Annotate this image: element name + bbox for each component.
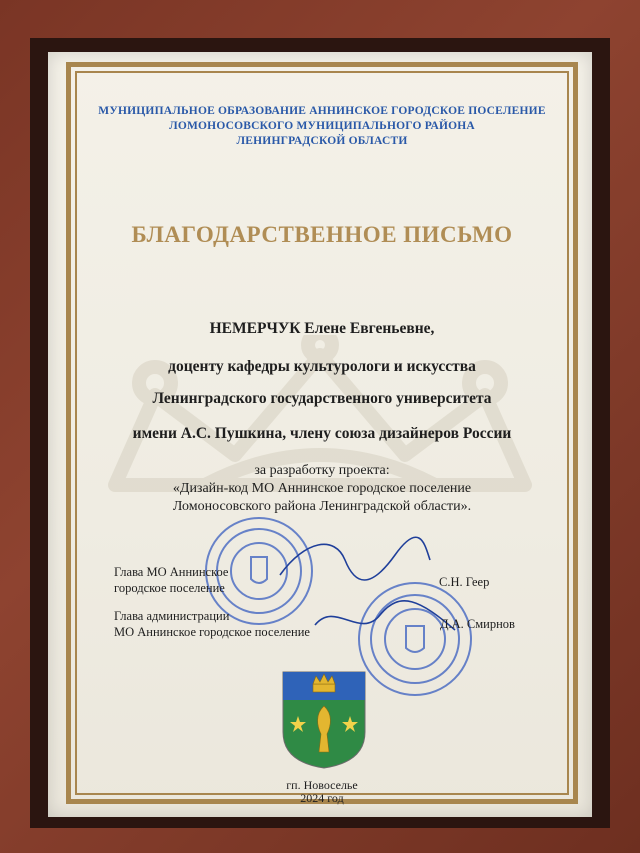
project-name-line-1: «Дизайн-код МО Аннинское городское поселение <box>172 481 472 496</box>
issuer-line-1: МУНИЦИПАЛЬНОЕ ОБРАЗОВАНИЕ АННИНСКОЕ ГОРОДСКОЕ ПОСЕЛЕНИЕ <box>98 105 546 117</box>
signatory-1-title-line-1: Глава МО Аннинское <box>114 565 229 579</box>
signatory-2-name: Д.А. Смирнов <box>440 617 515 631</box>
document-title: БЛАГОДАРСТВЕННОЕ ПИСЬМО <box>131 222 513 247</box>
recipient-name: НЕМЕРЧУК Елене Евгеньевне, <box>209 320 435 337</box>
signatory-2-title <box>114 608 310 640</box>
signatory-2-title-line-2: МО Аннинское городское поселение <box>114 625 310 639</box>
signatory-2-title-line-1: Глава администрации <box>114 609 230 623</box>
issue-year: 2024 год <box>300 791 344 805</box>
recipient-affiliation: имени А.С. Пушкина, члену союза дизайнеров России <box>132 425 512 442</box>
issuer-line-2: ЛОМОНОСОВСКОГО МУНИЦИПАЛЬНОГО РАЙОНА <box>169 120 475 132</box>
signature-geer-icon <box>275 530 435 600</box>
signatory-1-title <box>114 564 228 596</box>
signature-smirnov-icon <box>310 595 460 645</box>
issuer-line-3: ЛЕНИНГРАДСКОЙ ОБЛАСТИ <box>236 135 408 147</box>
signatory-1-title-line-2: городское поселение <box>114 581 225 595</box>
issuer-header <box>80 104 564 149</box>
reason-intro: за разработку проекта: <box>254 463 390 478</box>
recipient-university: Ленинградского государственного университета <box>152 390 492 407</box>
coat-of-arms-icon <box>281 670 367 770</box>
project-name-line-2: Ломоносовского района Ленинградской области». <box>172 499 472 514</box>
recipient-position: доценту кафедры культурологи и искусства <box>168 358 476 375</box>
signatory-1-name: С.Н. Геер <box>439 575 490 589</box>
place-of-issue: гп. Новоселье <box>286 778 358 792</box>
